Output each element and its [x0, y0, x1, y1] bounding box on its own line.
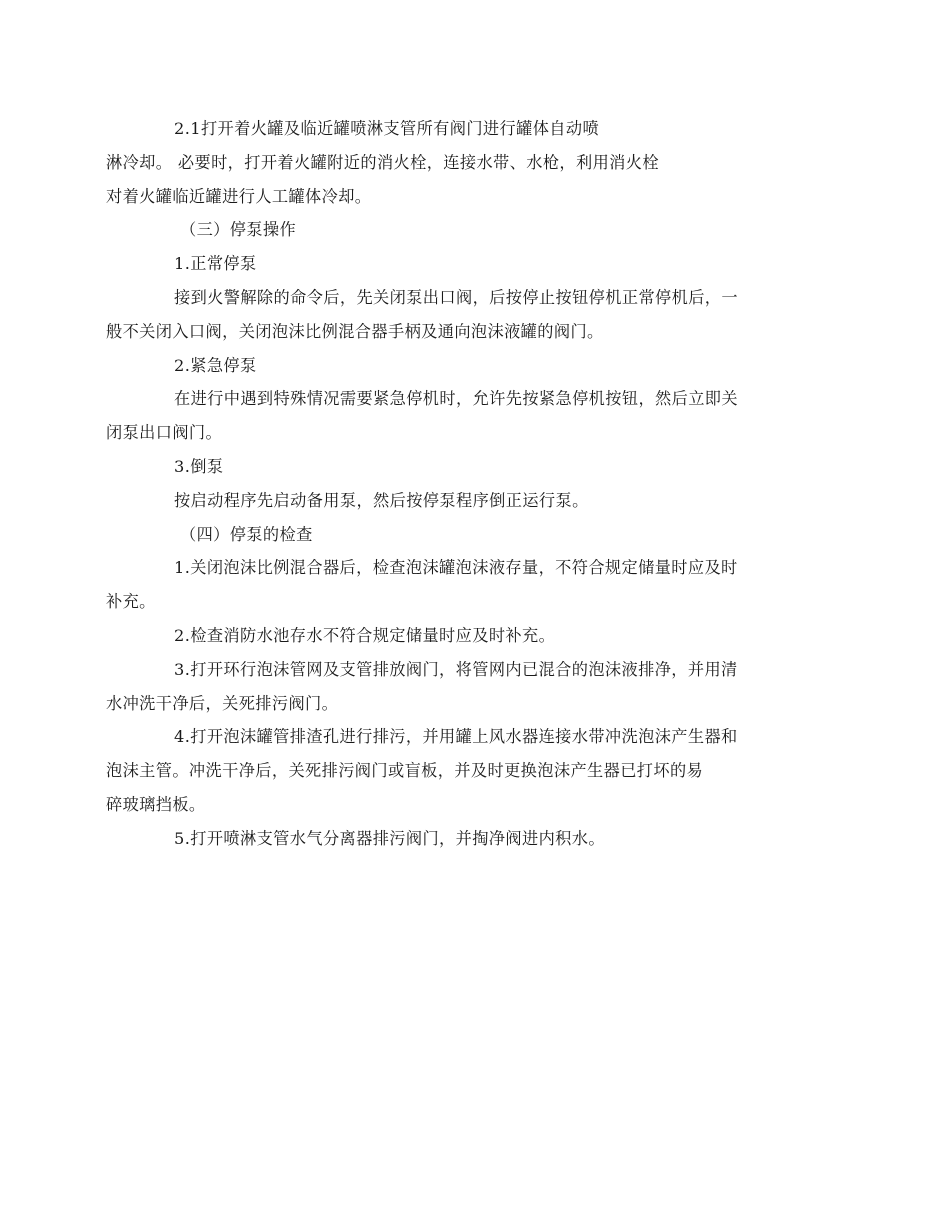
- paragraph-line: 补充。: [106, 592, 156, 612]
- subheading-switch-pump: 3.倒泵: [174, 456, 224, 476]
- paragraph-check-2: 2.检查消防水池存水不符合规定储量时应及时补充。: [174, 625, 556, 645]
- paragraph-normal-stop: [106, 281, 812, 349]
- document-page: [106, 112, 812, 856]
- paragraph-line: 4.打开泡沫罐管排渣孔进行排污，并用罐上风水器连接水带冲洗泡沫产生器和: [174, 727, 738, 747]
- paragraph-switch-pump: 按启动程序先启动备用泵，然后按停泵程序倒正运行泵。: [174, 490, 589, 510]
- paragraph-2-1: [106, 112, 812, 213]
- paragraph-line: 对着火罐临近罐进行人工罐体冷却。: [106, 186, 372, 206]
- section-heading-4: （四）停泵的检查: [180, 524, 313, 544]
- paragraph-line: 2.1打开着火罐及临近罐喷淋支管所有阀门进行罐体自动喷: [174, 119, 600, 138]
- paragraph-line: 淋冷却。 必要时，打开着火罐附近的消火栓，连接水带、水枪，利用消火栓: [106, 152, 659, 172]
- paragraph-line: 水冲洗干净后，关死排污阀门。: [106, 693, 339, 713]
- paragraph-check-5: 5.打开喷淋支管水气分离器排污阀门，并掏净阀进内积水。: [174, 828, 605, 848]
- paragraph-line: 闭泵出口阀门。: [106, 423, 223, 443]
- paragraph-line: 3.打开环行泡沫管网及支管排放阀门，将管网内已混合的泡沫液排净，并用清: [174, 659, 738, 679]
- paragraph-line: 在进行中遇到特殊情况需要紧急停机时，允许先按紧急停机按钮，然后立即关: [174, 389, 738, 409]
- paragraph-check-1: [106, 551, 812, 619]
- section-heading-3: （三）停泵操作: [180, 220, 297, 240]
- paragraph-check-4: [106, 720, 812, 821]
- subheading-emergency-stop: 2.紧急停泵: [174, 355, 257, 375]
- paragraph-line: 1.关闭泡沫比例混合器后，检查泡沫罐泡沫液存量，不符合规定储量时应及时: [174, 558, 738, 578]
- paragraph-emergency-stop: [106, 382, 812, 450]
- subheading-normal-stop: 1.正常停泵: [174, 254, 257, 274]
- paragraph-line: 般不关闭入口阀，关闭泡沫比例混合器手柄及通向泡沫液罐的阀门。: [106, 321, 604, 341]
- paragraph-line: 碎玻璃挡板。: [106, 794, 206, 814]
- paragraph-line: 接到火警解除的命令后，先关闭泵出口阀，后按停止按钮停机正常停机后，一: [174, 287, 738, 307]
- paragraph-check-3: [106, 653, 812, 721]
- paragraph-line: 泡沫主管。冲洗干净后，关死排污阀门或盲板，并及时更换泡沫产生器已打坏的易: [106, 761, 704, 781]
